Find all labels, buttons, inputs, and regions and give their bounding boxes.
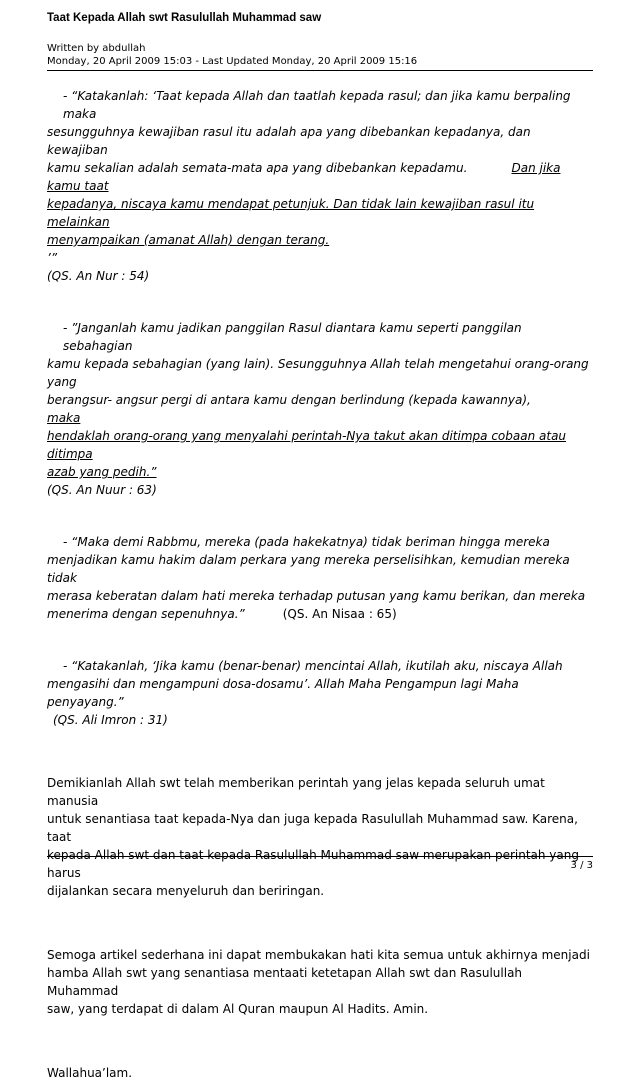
- underlined-text: Dan jika kamu taat: [47, 161, 561, 193]
- date-line: Monday, 20 April 2009 15:03 - Last Updated Monday, 20 April 2009 15:16: [47, 56, 418, 67]
- footer-divider: [47, 856, 593, 857]
- quote-line: mengasihi dan mengampuni dosa-dosamu’. Allah Maha Pengampun lagi Maha penyayang.”: [47, 677, 519, 709]
- quote-line: kamu sekalian adalah semata-mata apa yang dibebankan kepadamu. Dan jika kamu taat: [47, 161, 561, 193]
- quote-block: [47, 657, 593, 729]
- quote-line: - “Katakanlah: ‘Taat kepada Allah dan taatlah kepada rasul; dan jika kamu berpaling maka: [63, 89, 571, 121]
- document-title: Taat Kepada Allah swt Rasulullah Muhammad saw: [47, 12, 322, 24]
- page-number: 3 / 3: [570, 860, 593, 871]
- paragraph: Semoga artikel sederhana ini dapat membukakan hati kita semua untuk akhirnya menjadi hamba Allah swt yang senantiasa mentaati ketetapan Allah swt dan Rasulullah Muhammad saw, yang terdapat di dalam Al Quran maupun Al Hadits. Amin.: [47, 948, 590, 1016]
- author-line: Written by abdullah: [47, 43, 146, 54]
- document-meta: [47, 42, 417, 68]
- quote-line: sesungguhnya kewajiban rasul itu adalah apa yang dibebankan kepadanya, dan kewajiban: [47, 125, 531, 157]
- quote-block: [47, 87, 593, 285]
- quote-line: - “Katakanlah, ‘Jika kamu (benar-benar) mencintai Allah, ikutilah aku, niscaya Allah: [63, 659, 563, 673]
- quote-line: - “Maka demi Rabbmu, mereka (pada hakekatnya) tidak beriman hingga mereka: [63, 535, 550, 549]
- underlined-text: maka: [47, 411, 81, 425]
- verse-reference: (QS. An Nur : 54): [47, 269, 150, 283]
- quote-line: merasa keberatan dalam hati mereka terhadap putusan yang kamu berikan, dan mereka: [47, 589, 586, 603]
- quote-line: berangsur- angsur pergi di antara kamu dengan berlindung (kepada kawannya),maka: [47, 393, 531, 425]
- quote-line: menyampaikan (amanat Allah) dengan terang.: [47, 233, 330, 247]
- quote-line: kepadanya, niscaya kamu mendapat petunjuk. Dan tidak lain kewajiban rasul itu melainkan: [47, 197, 535, 229]
- verse-reference: (QS. An Nuur : 63): [47, 483, 157, 497]
- quote-block: [47, 319, 593, 499]
- paragraph: Demikianlah Allah swt telah memberikan perintah yang jelas kepada seluruh umat manusia untuk senantiasa taat kepada-Nya dan juga kepada Rasulullah Muhammad saw. Karena, taat kepada Allah swt dan taat kepada Rasulullah Muhammad saw merupakan perintah yang harus dijalankan secara menyeluruh dan beriringan.: [47, 776, 579, 898]
- quote-line: ’”: [47, 251, 58, 265]
- quote-line: azab yang pedih.”: [47, 465, 157, 479]
- article-body: [47, 87, 593, 1082]
- quote-block: [47, 533, 593, 623]
- quote-line: - ”Janganlah kamu jadikan panggilan Rasul diantara kamu seperti panggilan sebahagian: [63, 321, 522, 353]
- quote-line: menerima dengan sepenuhnya.” (QS. An Nisaa : 65): [47, 607, 397, 621]
- closing: Wallahua’lam.: [47, 1066, 133, 1080]
- verse-reference: (QS. An Nisaa : 65): [282, 607, 397, 621]
- quote-line: kamu kepada sebahagian (yang lain). Sesungguhnya Allah telah mengetahui orang-orang yang: [47, 357, 589, 389]
- quote-line: menjadikan kamu hakim dalam perkara yang mereka perselisihkan, kemudian mereka tidak: [47, 553, 570, 585]
- document-header: [47, 12, 593, 67]
- quote-line: hendaklah orang-orang yang menyalahi perintah-Nya takut akan ditimpa cobaan atau ditimpa: [47, 429, 567, 461]
- header-divider: [47, 70, 593, 71]
- verse-reference: (QS. Ali Imron : 31): [53, 713, 168, 727]
